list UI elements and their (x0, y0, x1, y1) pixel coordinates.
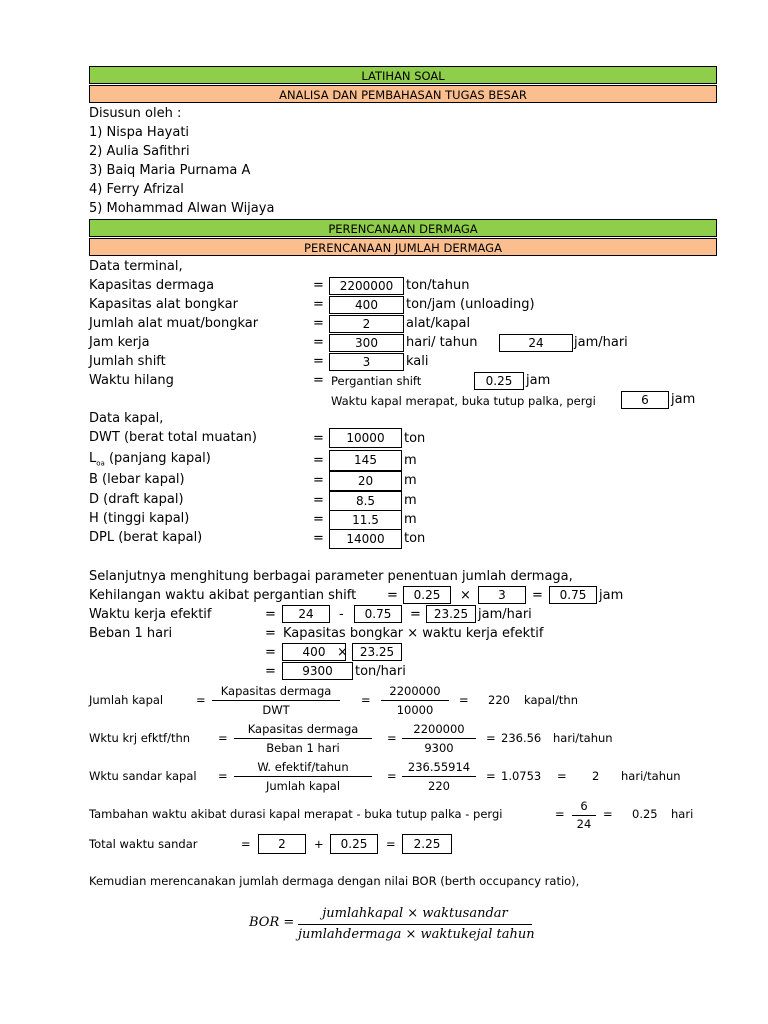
unit-dwt: ton (404, 431, 426, 446)
sandar-num: W. efektif/tahun (257, 760, 349, 774)
value-b: 20 (329, 471, 402, 491)
value-loa: 145 (329, 450, 402, 471)
value-d: 8.5 (329, 491, 402, 511)
value-jam-kerja: 300 (329, 334, 404, 352)
tambahan-res: 0.25 (632, 807, 658, 821)
label-total: Total waktu sandar (89, 837, 198, 851)
krj-num2: 2200000 (413, 722, 465, 736)
eq-sign: = (313, 473, 324, 488)
eq-sign: = (265, 607, 276, 622)
eq-sign: = (196, 693, 206, 707)
bor-lhs: BOR = (249, 915, 295, 930)
eq-sign: = (361, 693, 371, 707)
fraction-line (402, 738, 476, 739)
minus-sign: - (339, 607, 344, 622)
eq-sign: = (241, 837, 251, 851)
value-efektif-b: 0.75 (354, 605, 402, 623)
eq-sign: = (313, 431, 324, 446)
eq-sign: = (313, 373, 324, 388)
krj-den: Beban 1 hari (266, 741, 340, 755)
unit-pergantian-shift: jam (526, 373, 551, 388)
eq-sign: = (265, 645, 276, 660)
eq-sign: = (387, 769, 397, 783)
label-dwt: DWT (berat total muatan) (89, 430, 257, 445)
eq-sign: = (313, 531, 324, 546)
label-kehilangan: Kehilangan waktu akibat pergantian shift (89, 588, 357, 603)
value-jumlah-shift: 3 (329, 353, 404, 371)
author-1: 1) Nispa Hayati (89, 125, 190, 140)
value-dwt: 10000 (329, 428, 402, 448)
unit-kehilangan: jam (599, 588, 624, 603)
label-b: B (lebar kapal) (89, 472, 185, 487)
jk-res: 220 (488, 693, 510, 707)
eq-sign: = (313, 297, 324, 312)
author-5: 5) Mohammad Alwan Wijaya (89, 201, 275, 216)
value-efektif-a: 24 (282, 605, 330, 623)
tambahan-den: 24 (576, 817, 592, 831)
jk-num: Kapasitas dermaga (220, 684, 332, 698)
eq-sign: = (410, 607, 421, 622)
label-jumlah-shift: Jumlah shift (89, 354, 166, 369)
label-tambahan: Tambahan waktu akibat durasi kapal merapat - buka tutup palka - pergi (89, 807, 503, 821)
sandar-res2: 2 (592, 769, 600, 783)
unit-efektif: jam/hari (478, 607, 532, 622)
value-total-res: 2.25 (402, 834, 452, 854)
fraction-line (234, 738, 372, 739)
eq-sign: = (218, 769, 228, 783)
unit-jam-per-hari: jam/hari (574, 335, 628, 350)
label-d: D (draft kapal) (89, 492, 184, 507)
header-perencanaan-dermaga: PERENCANAAN DERMAGA (89, 219, 717, 237)
value-jumlah-alat: 2 (329, 315, 404, 333)
value-dpl: 14000 (329, 529, 402, 549)
eq-sign: = (386, 837, 396, 851)
header-perencanaan-jumlah: PERENCANAAN JUMLAH DERMAGA (89, 238, 717, 256)
sandar-den: Jumlah kapal (265, 779, 341, 793)
label-jam-kerja: Jam kerja (89, 335, 150, 350)
fraction-line (234, 776, 372, 777)
krj-res: 236.56 (501, 731, 542, 745)
eq-sign: = (532, 588, 543, 603)
unit-dpl: ton (404, 531, 426, 546)
eq-sign: = (313, 493, 324, 508)
krj-unit: hari/tahun (553, 731, 613, 745)
eq-sign: = (313, 335, 324, 350)
eq-sign: = (486, 731, 496, 745)
jk-den2: 10000 (396, 703, 434, 717)
plus-sign: + (314, 837, 324, 851)
bor-intro: Kemudian merencanakan jumlah dermaga dengan nilai BOR (berth occupancy ratio), (89, 874, 580, 888)
label-loa-sub: oa (96, 459, 105, 468)
times-sign: × (460, 588, 471, 603)
eq-sign: = (555, 807, 565, 821)
jk-den: DWT (262, 703, 290, 717)
label-loa (89, 451, 211, 472)
fraction-line (572, 815, 596, 816)
value-kehilangan-a: 0.25 (403, 586, 451, 604)
label-h: H (tinggi kapal) (89, 511, 190, 526)
sandar-res: 1.0753 (501, 769, 542, 783)
eq-sign: = (265, 626, 276, 641)
sandar-unit: hari/tahun (621, 769, 681, 783)
value-beban-a: 400 (282, 643, 346, 661)
unit-loa: m (404, 453, 417, 468)
eq-sign: = (218, 731, 228, 745)
unit-jumlah-shift: kali (406, 354, 429, 369)
jk-num2: 2200000 (389, 684, 441, 698)
label-loa-rest: (panjang kapal) (104, 451, 211, 466)
eq-sign: = (313, 512, 324, 527)
value-waktu-merapat: 6 (621, 391, 669, 409)
value-kapasitas-alat: 400 (329, 296, 404, 314)
value-kehilangan-b: 3 (478, 586, 526, 604)
eq-sign: = (313, 354, 324, 369)
beban-formula: Kapasitas bongkar × waktu kerja efektif (283, 626, 544, 641)
calc-intro: Selanjutnya menghitung berbagai parameter penentuan jumlah dermaga, (89, 569, 573, 584)
tambahan-unit: hari (671, 807, 694, 821)
value-efektif-res: 23.25 (426, 605, 476, 623)
eq-sign: = (557, 769, 567, 783)
bor-num: jumlahkapal × waktusandar (322, 906, 508, 921)
unit-d: m (404, 493, 417, 508)
value-beban-res: 9300 (282, 662, 353, 680)
value-jam-per-hari: 24 (499, 334, 573, 352)
tambahan-num: 6 (580, 799, 588, 813)
unit-waktu-merapat: jam (671, 392, 696, 407)
sandar-num2: 236.55914 (407, 760, 471, 774)
label-dpl: DPL (berat kapal) (89, 530, 203, 545)
label-kapasitas-dermaga: Kapasitas dermaga (89, 278, 215, 293)
eq-sign: = (313, 316, 324, 331)
bor-den: jumlahdermaga × waktukejal tahun (298, 927, 535, 942)
unit-jam-kerja: hari/ tahun (406, 335, 478, 350)
label-beban: Beban 1 hari (89, 626, 173, 641)
fraction-line (298, 924, 532, 925)
eq-sign: = (603, 807, 613, 821)
eq-sign: = (265, 664, 276, 679)
value-h: 11.5 (329, 510, 402, 530)
eq-sign: = (387, 588, 398, 603)
value-total-b: 0.25 (330, 834, 378, 854)
label-waktu-efektif: Waktu kerja efektif (89, 607, 212, 622)
label-jumlah-kapal: Jumlah kapal (89, 693, 164, 707)
eq-sign: = (387, 731, 397, 745)
krj-num: Kapasitas dermaga (247, 722, 359, 736)
eq-sign: = (313, 278, 324, 293)
header-analisa: ANALISA DAN PEMBAHASAN TUGAS BESAR (89, 85, 717, 103)
value-kapasitas-dermaga: 2200000 (329, 277, 404, 295)
jk-unit: kapal/thn (524, 693, 579, 707)
fraction-line (402, 776, 476, 777)
eq-sign: = (459, 693, 469, 707)
value-total-a: 2 (258, 834, 306, 854)
label-loa-main: L (89, 451, 97, 466)
unit-beban: ton/hari (355, 664, 406, 679)
terminal-title: Data terminal, (89, 259, 183, 274)
times-sign: × (337, 645, 348, 660)
fraction-line (212, 700, 340, 701)
kapal-title: Data kapal, (89, 411, 164, 426)
label-sandar: Wktu sandar kapal (89, 769, 197, 783)
value-pergantian-shift: 0.25 (474, 372, 524, 390)
label-kapasitas-alat: Kapasitas alat bongkar (89, 297, 238, 312)
label-pergantian-shift: Pergantian shift (331, 374, 422, 388)
eq-sign: = (486, 769, 496, 783)
unit-h: m (404, 512, 417, 527)
eq-sign: = (313, 453, 324, 468)
authors-intro: Disusun oleh : (89, 106, 182, 121)
unit-b: m (404, 473, 417, 488)
author-3: 3) Baiq Maria Purnama A (89, 163, 251, 178)
label-krj: Wktu krj efktf/thn (89, 731, 191, 745)
label-waktu-hilang: Waktu hilang (89, 373, 174, 388)
unit-kapasitas-dermaga: ton/tahun (406, 278, 470, 293)
label-waktu-merapat: Waktu kapal merapat, buka tutup palka, pergi (331, 394, 596, 408)
sandar-den2: 220 (428, 779, 450, 793)
fraction-line (381, 700, 449, 701)
value-beban-b: 23.25 (352, 643, 402, 661)
value-kehilangan-res: 0.75 (549, 586, 597, 604)
unit-jumlah-alat: alat/kapal (406, 316, 471, 331)
label-jumlah-alat: Jumlah alat muat/bongkar (89, 316, 259, 331)
author-4: 4) Ferry Afrizal (89, 182, 184, 197)
unit-kapasitas-alat: ton/jam (unloading) (406, 297, 535, 312)
krj-den2: 9300 (424, 741, 454, 755)
header-latihan-soal: LATIHAN SOAL (89, 66, 717, 84)
author-2: 2) Aulia Safithri (89, 144, 190, 159)
